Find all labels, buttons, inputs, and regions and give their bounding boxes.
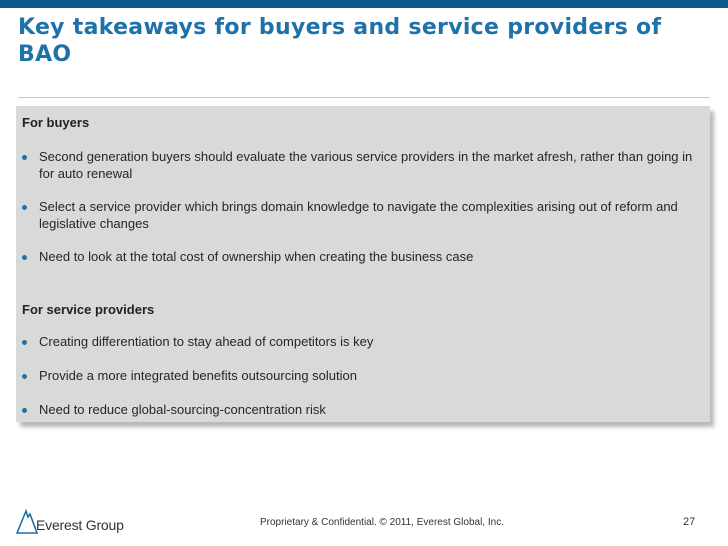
page-number: 27	[683, 516, 696, 528]
providers-bullet-1	[22, 333, 706, 350]
bullet-dot-icon	[22, 374, 27, 379]
bullet-text: Select a service provider which brings domain knowledge to navigate the complexities arising out of reform and legislative changes	[39, 199, 678, 231]
bullet-dot-icon	[22, 408, 27, 413]
bullet-dot-icon	[22, 155, 27, 160]
buyers-bullet-3	[22, 248, 706, 265]
bullet-dot-icon	[22, 340, 27, 345]
buyers-heading: For buyers	[22, 115, 90, 130]
takeaways-panel	[16, 106, 710, 422]
bullet-text: Need to look at the total cost of ownership when creating the business case	[39, 249, 474, 264]
providers-bullet-2	[22, 367, 706, 384]
slide-title: Key takeaways for buyers and service providers of BAO	[18, 15, 662, 67]
mountain-logo-icon	[16, 508, 38, 534]
bullet-dot-icon	[22, 205, 27, 210]
bullet-dot-icon	[22, 255, 27, 260]
bullet-text: Second generation buyers should evaluate the various service providers in the market afresh, rather than going in for auto renewal	[39, 149, 693, 181]
logo-wordmark: Everest Group	[36, 517, 124, 533]
confidential-notice: Proprietary & Confidential. © 2011, Everest Global, Inc.	[260, 517, 504, 528]
buyers-bullet-2	[22, 198, 706, 232]
providers-heading: For service providers	[22, 302, 155, 317]
bullet-text: Creating differentiation to stay ahead of competitors is key	[39, 334, 374, 349]
providers-bullet-3	[22, 401, 706, 418]
title-divider	[18, 97, 710, 98]
bullet-text: Need to reduce global-sourcing-concentration risk	[39, 402, 326, 417]
bullet-text: Provide a more integrated benefits outsourcing solution	[39, 368, 357, 383]
buyers-bullet-1	[22, 148, 706, 182]
top-accent-bar	[0, 0, 728, 8]
everest-group-logo	[16, 508, 126, 538]
